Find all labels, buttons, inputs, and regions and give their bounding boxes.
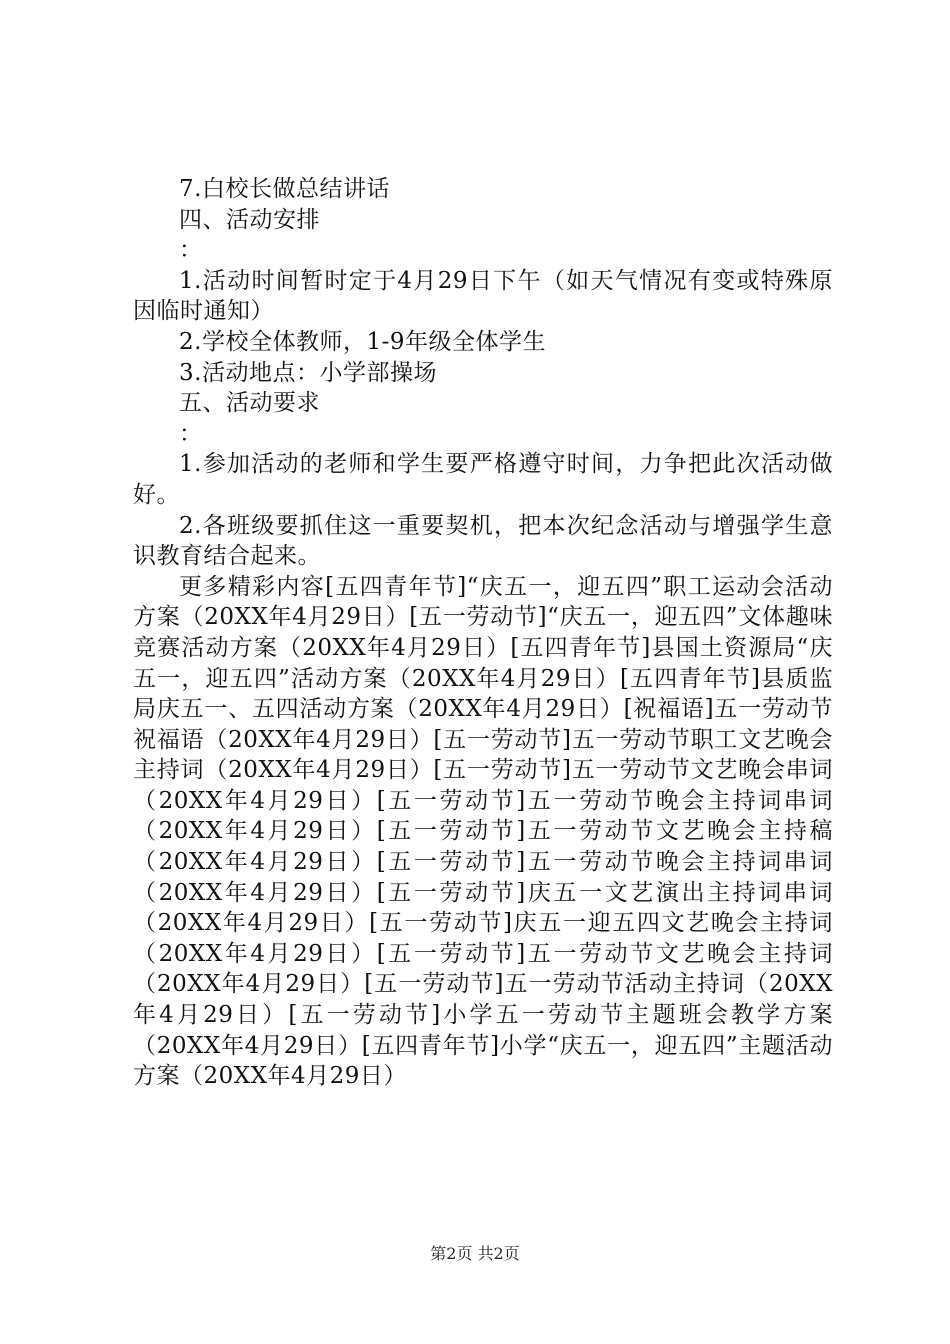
paragraph-more-content-links: 更多精彩内容[五四青年节]“庆五一，迎五四”职工运动会活动方案（20XX年4月29日）[五一劳动节]“庆五一，迎五四”文体趣味竞赛活动方案（20XX年4月29日）[五四青年节]县国土资源局“庆五一，迎五四”活动方案（20XX年4月29日）[五四青年节]县质监局庆五一、五四活动方案（20XX年4月29日）[祝福语]五一劳动节祝福语（20XX年4月29日）[五一劳动节]五一劳动节职工文艺晚会主持词（20XX年4月29日）[五一劳动节]五一劳动节文艺晚会串词（20XX年4月29日）[五一劳动节]五一劳动节晚会主持词串词（20XX年4月29日）[五一劳动节]五一劳动节文艺晚会主持稿（20XX年4月29日）[五一劳动节]五一劳动节晚会主持词串词（20XX年4月29日）[五一劳动节]庆五一文艺演出主持词串词（20XX年4月29日）[五一劳动节]庆五一迎五四文艺晚会主持词（20XX年4月29日）[五一劳动节]五一劳动节文艺晚会主持词（20XX年4月29日）[五一劳动节]五一劳动节活动主持词（20XX年4月29日）[五一劳动节]小学五一劳动节主题班会教学方案（20XX年4月29日）[五四青年节]小学“庆五一，迎五四”主题活动方案（20XX年4月29日） xyxy=(133,573,833,1090)
heading-activity-arrangement: 四、活动安排 xyxy=(179,206,320,233)
paragraph-closing-speech: 7.白校长做总结讲话 xyxy=(179,176,390,202)
paragraph-activity-time: 1.活动时间暂时定于4月29日下午（如天气情况有变或特殊原因临时通知） xyxy=(133,267,833,325)
paragraph-activity-location: 3.活动地点：小学部操场 xyxy=(179,359,437,386)
page-footer: 第2页 共2页 xyxy=(430,1244,520,1263)
paragraph-requirement-time: 1.参加活动的老师和学生要严格遵守时间，力争把此次活动做好。 xyxy=(133,451,833,508)
colon-line: ： xyxy=(179,237,203,264)
heading-activity-requirements: 五、活动要求 xyxy=(179,390,320,417)
paragraph-requirement-classes: 2.各班级要抓住这一重要契机，把本次纪念活动与增强学生意识教育结合起来。 xyxy=(133,512,833,570)
colon-line: ： xyxy=(179,420,203,447)
document-body xyxy=(133,174,833,1092)
paragraph-participants: 2.学校全体教师，1-9年级全体学生 xyxy=(179,328,546,355)
